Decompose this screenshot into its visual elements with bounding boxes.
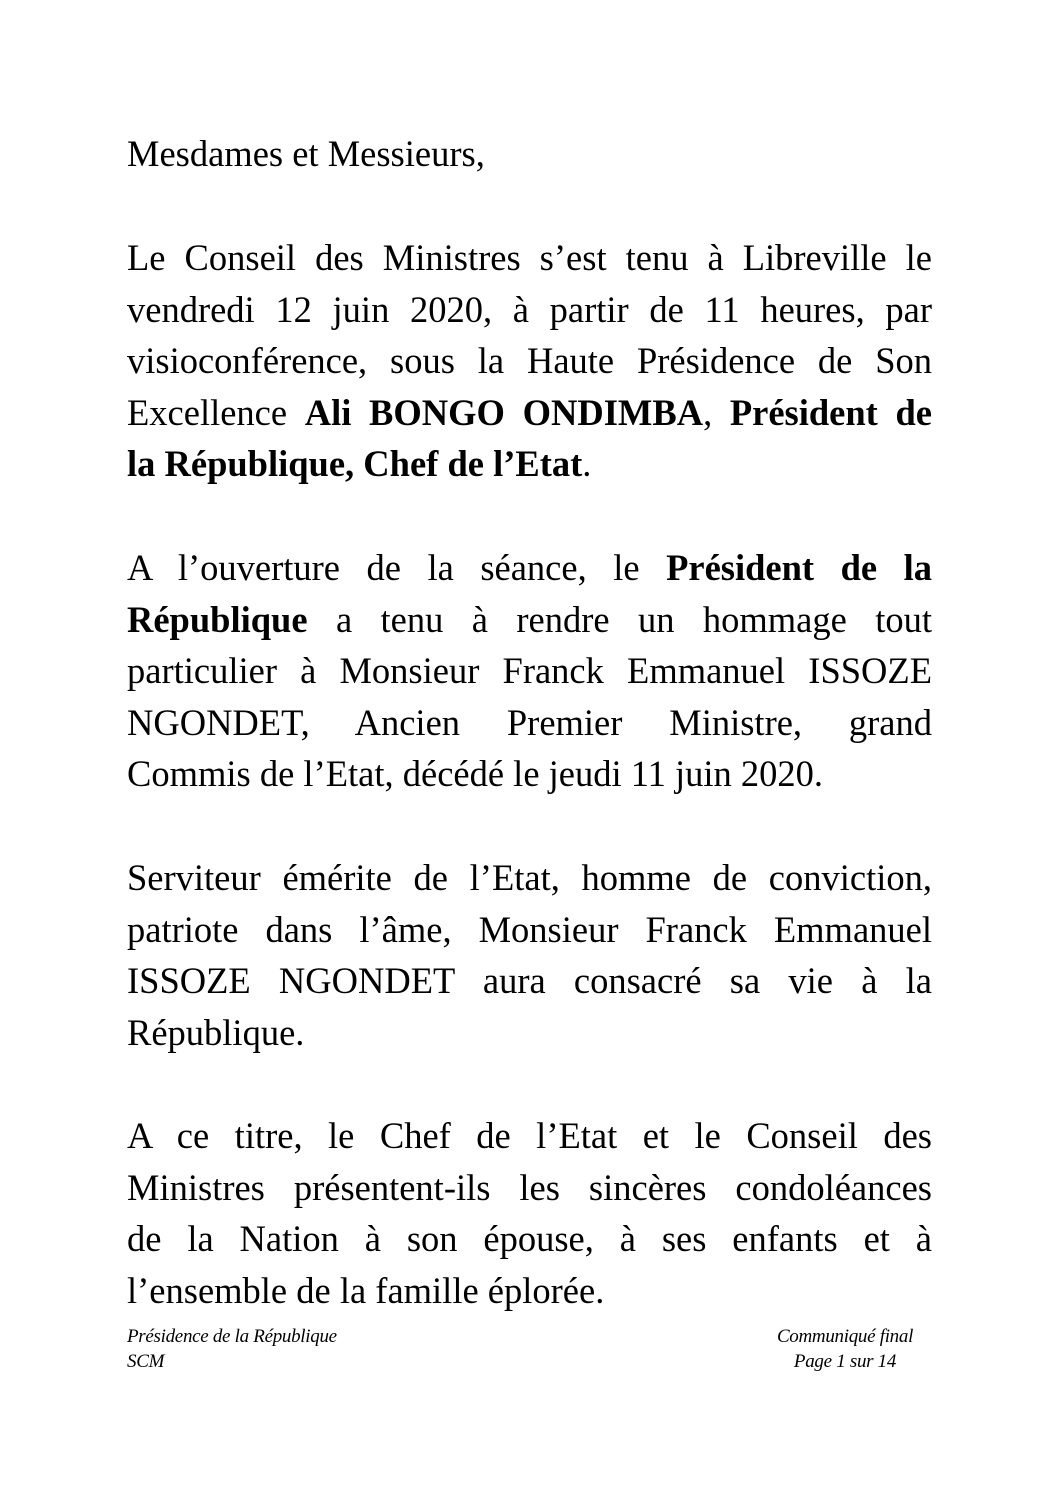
footer-issuer-code: SCM xyxy=(127,1351,165,1372)
paragraph-condolences xyxy=(127,1110,932,1316)
president-name: Ali BONGO ONDIMBA xyxy=(304,391,704,433)
footer-doc-info xyxy=(745,1324,945,1374)
paragraph-line xyxy=(127,438,932,490)
paragraph-line: Le Conseil des Ministres s’est tenu à Libreville le xyxy=(127,237,932,278)
paragraph-line: Commis de l’Etat, décédé le jeudi 11 juin 2020. xyxy=(127,753,824,794)
footer-page-number: Page 1 sur 14 xyxy=(793,1351,897,1372)
paragraph-line xyxy=(127,387,932,439)
president-title: Président de xyxy=(729,391,932,433)
president-title: la République, Chef de l’Etat xyxy=(127,443,583,484)
paragraph-line: visioconférence, sous la Haute Présidence de Son xyxy=(127,340,932,381)
text-run: A l’ouverture de la séance, le xyxy=(127,547,667,588)
text-run: . xyxy=(582,443,592,484)
paragraph-line: particulier à Monsieur Franck Emmanuel ISSOZE xyxy=(127,650,932,691)
paragraph-servant xyxy=(127,852,932,1058)
paragraph-line: Serviteur émérite de l’Etat, homme de conviction, xyxy=(127,857,932,898)
president-title: République xyxy=(127,598,308,640)
paragraph-council-session xyxy=(127,232,932,490)
paragraph-line: ISSOZE NGONDET aura consacré sa vie à la xyxy=(127,960,932,1001)
footer-doc-title: Communiqué final xyxy=(776,1326,914,1347)
paragraph-line xyxy=(127,594,932,646)
paragraph-line: patriote dans l’âme, Monsieur Franck Emmanuel xyxy=(127,908,932,950)
president-title: Président de la xyxy=(666,547,932,588)
paragraph-line: NGONDET, Ancien Premier Ministre, grand xyxy=(127,701,932,743)
text-run: , xyxy=(703,391,730,433)
paragraph-tribute xyxy=(127,542,932,800)
paragraph-line: Ministres présentent-ils les sincères condoléances xyxy=(127,1166,932,1208)
paragraph-line: République. xyxy=(127,1011,305,1053)
paragraph-line: l’ensemble de la famille éplorée. xyxy=(127,1269,605,1311)
footer-issuer-name: Présidence de la République xyxy=(127,1326,337,1347)
text-run: Excellence xyxy=(127,391,305,433)
text-run: a tenu à rendre un hommage tout xyxy=(307,598,932,640)
paragraph-line xyxy=(127,542,932,594)
paragraph-line: de la Nation à son épouse, à ses enfants et à xyxy=(127,1218,932,1259)
greeting: Mesdames et Messieurs, xyxy=(127,133,485,174)
paragraph-line: A ce titre, le Chef de l’Etat et le Conseil des xyxy=(127,1115,932,1156)
paragraph-line: vendredi 12 juin 2020, à partir de 11 heures, par xyxy=(127,288,932,330)
footer-issuer xyxy=(127,1324,337,1374)
